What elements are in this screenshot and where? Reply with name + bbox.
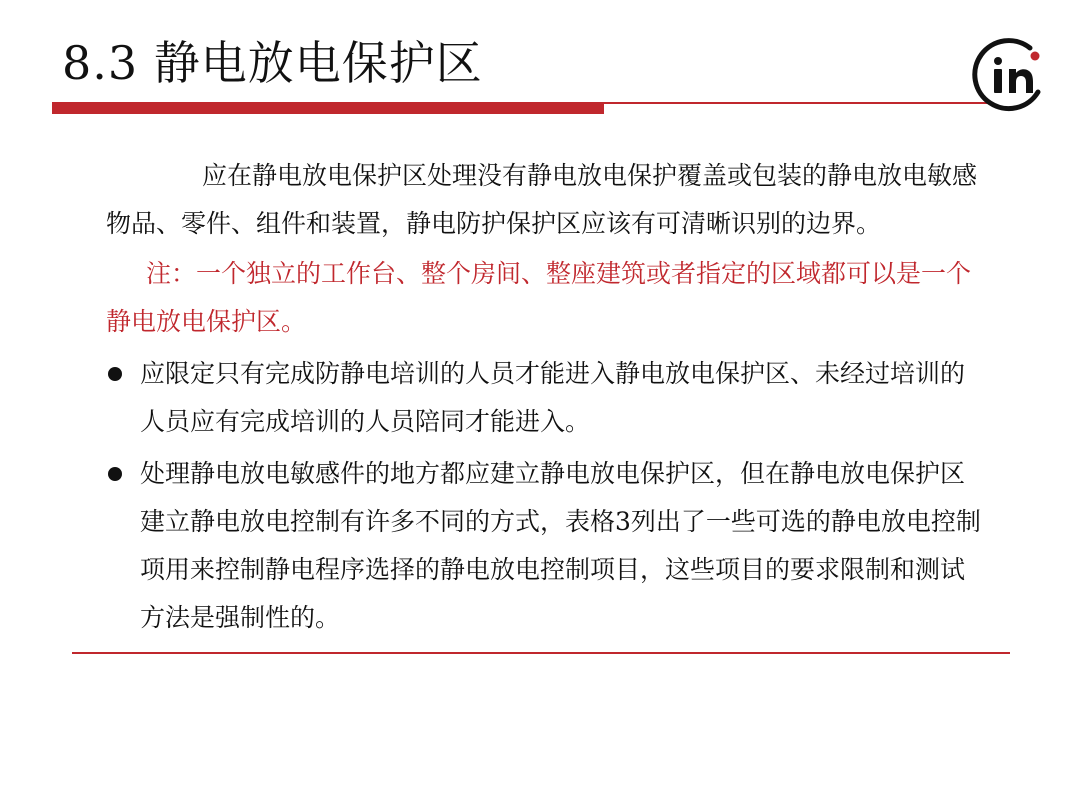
note-paragraph: 注：一个独立的工作台、整个房间、整座建筑或者指定的区域都可以是一个静电放电保护区。 bbox=[106, 259, 972, 336]
bullet-text: 应限定只有完成防静电培训的人员才能进入静电放电保护区、未经过培训的人员应有完成培训的人员陪同才能进入。 bbox=[140, 359, 966, 436]
bullet-text: 处理静电放电敏感件的地方都应建立静电放电保护区，但在静电放电保护区建立静电放电控制有许多不同的方式，表格3列出了一些可选的静电放电控制项用来控制静电程序选择的静电放电控制项目，这些项目的要求限制和测试方法是强制性的。 bbox=[140, 459, 981, 632]
bottom-divider bbox=[72, 652, 1010, 654]
bullet-dot-icon bbox=[108, 467, 122, 481]
bullet-item bbox=[106, 450, 986, 642]
slide-content bbox=[106, 152, 986, 642]
in-circle-logo-icon bbox=[968, 34, 1050, 116]
bullet-item bbox=[106, 350, 986, 446]
slide-title: 8.3 静电放电保护区 bbox=[62, 36, 483, 90]
bullet-dot-icon bbox=[108, 367, 122, 381]
title-underline-thick bbox=[52, 102, 604, 114]
intro-paragraph: 应在静电放电保护区处理没有静电放电保护覆盖或包装的静电放电敏感物品、零件、组件和装置，静电防护保护区应该有可清晰识别的边界。 bbox=[106, 161, 978, 238]
